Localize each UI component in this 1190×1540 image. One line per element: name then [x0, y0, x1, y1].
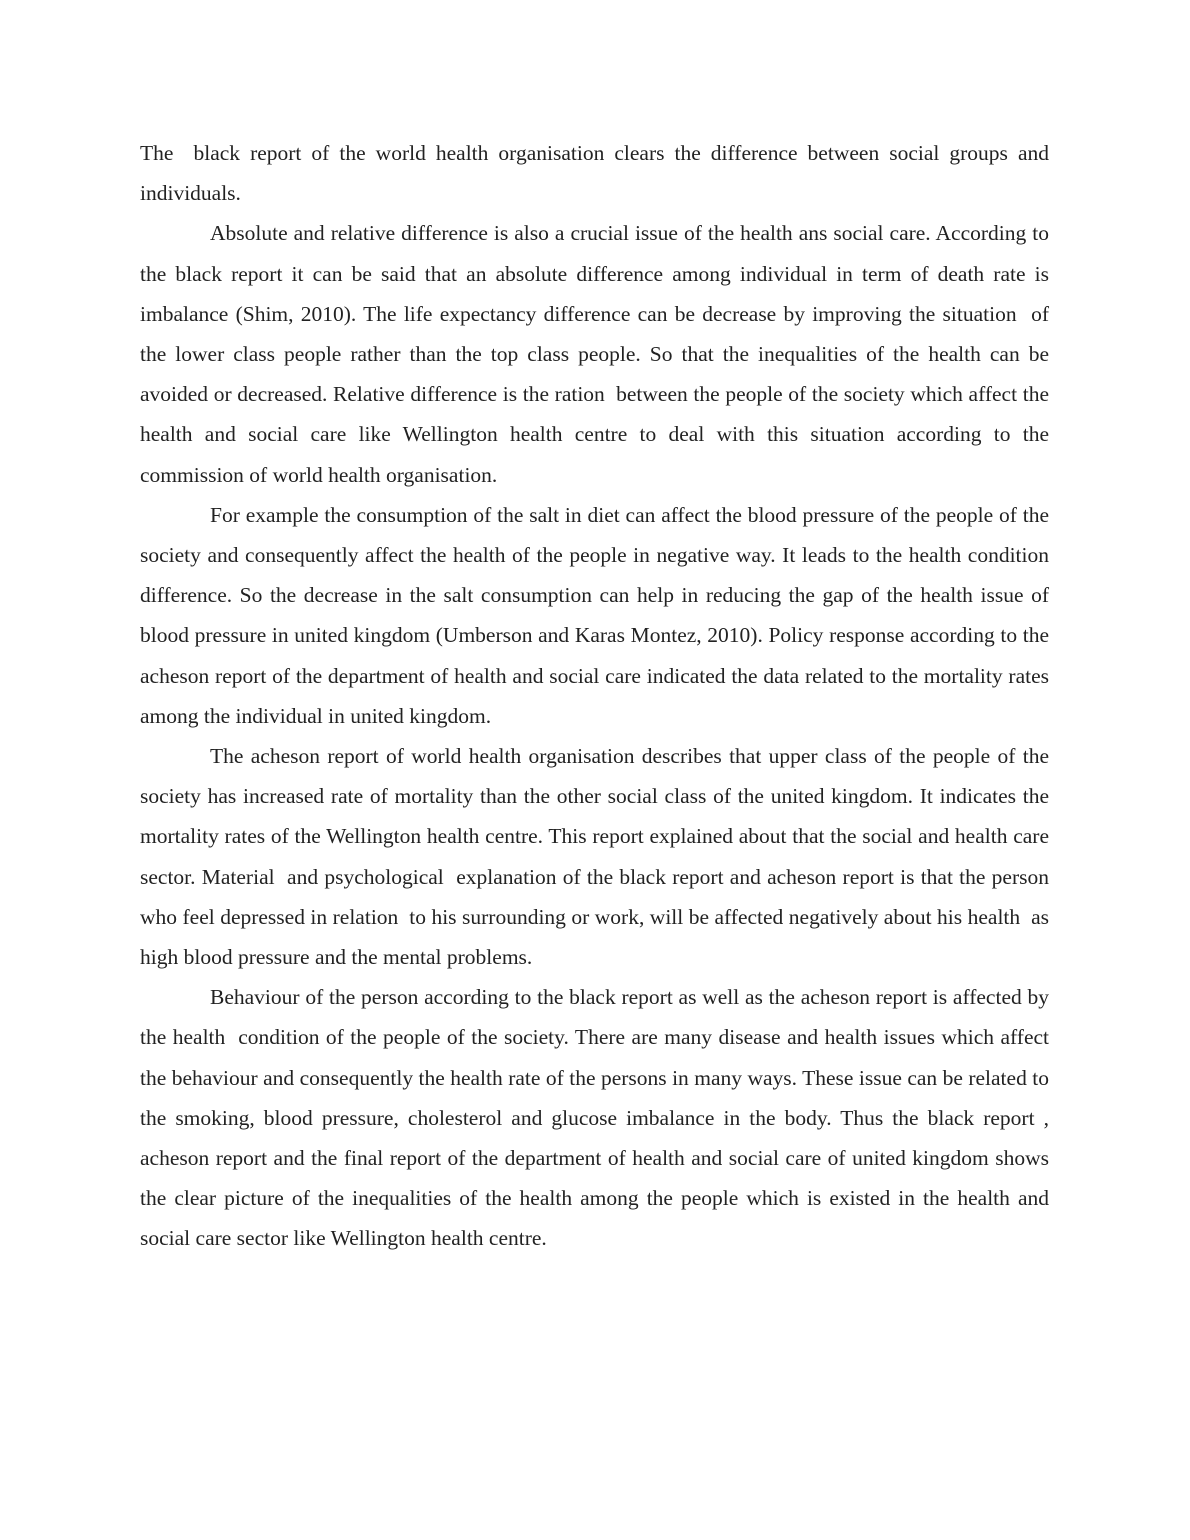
- paragraph-behaviour: Behaviour of the person according to the black report as well as the acheson report is affected by the health condition of the people of the society. There are many disease and health issues which affect the behaviour and consequently the health rate of the persons in many ways. These issue can be related to the smoking, blood pressure, cholesterol and glucose imbalance in the body. Thus the black report , acheson report and the final report of the department of health and social care of united kingdom shows the clear picture of the inequalities of the health among the people which is existed in the health and social care sector like Wellington health centre.: [140, 985, 1055, 1251]
- document-body: [140, 133, 1055, 1259]
- paragraph-intro: The black report of the world health organisation clears the difference between social groups and individuals.: [140, 141, 1055, 206]
- paragraph-salt-consumption: For example the consumption of the salt in diet can affect the blood pressure of the people of the society and consequently affect the health of the people in negative way. It leads to the health condition difference. So the decrease in the salt consumption can help in reducing the gap of the health issue of blood pressure in united kingdom (Umberson and Karas Montez, 2010). Policy response according to the acheson report of the department of health and social care indicated the data related to the mortality rates among the individual in united kingdom.: [140, 502, 1055, 728]
- paragraph-absolute-relative-difference: Absolute and relative difference is also a crucial issue of the health ans social care. According to the black report it can be said that an absolute difference among individual in term of death rate is imbalance (Shim, 2010). The life expectancy difference can be decrease by improving the situation of the lower class people rather than the top class people. So that the inequalities of the health can be avoided or decreased. Relative difference is the ration between the people of the society which affect the health and social care like Wellington health centre to deal with this situation according to the commission of world health organisation.: [140, 221, 1055, 487]
- paragraph-acheson-report: The acheson report of world health organisation describes that upper class of the people of the society has increased rate of mortality than the other social class of the united kingdom. It indicates the mortality rates of the Wellington health centre. This report explained about that the social and health care sector. Material and psychological explanation of the black report and acheson report is that the person who feel depressed in relation to his surrounding or work, will be affected negatively about his health as high blood pressure and the mental problems.: [140, 744, 1055, 970]
